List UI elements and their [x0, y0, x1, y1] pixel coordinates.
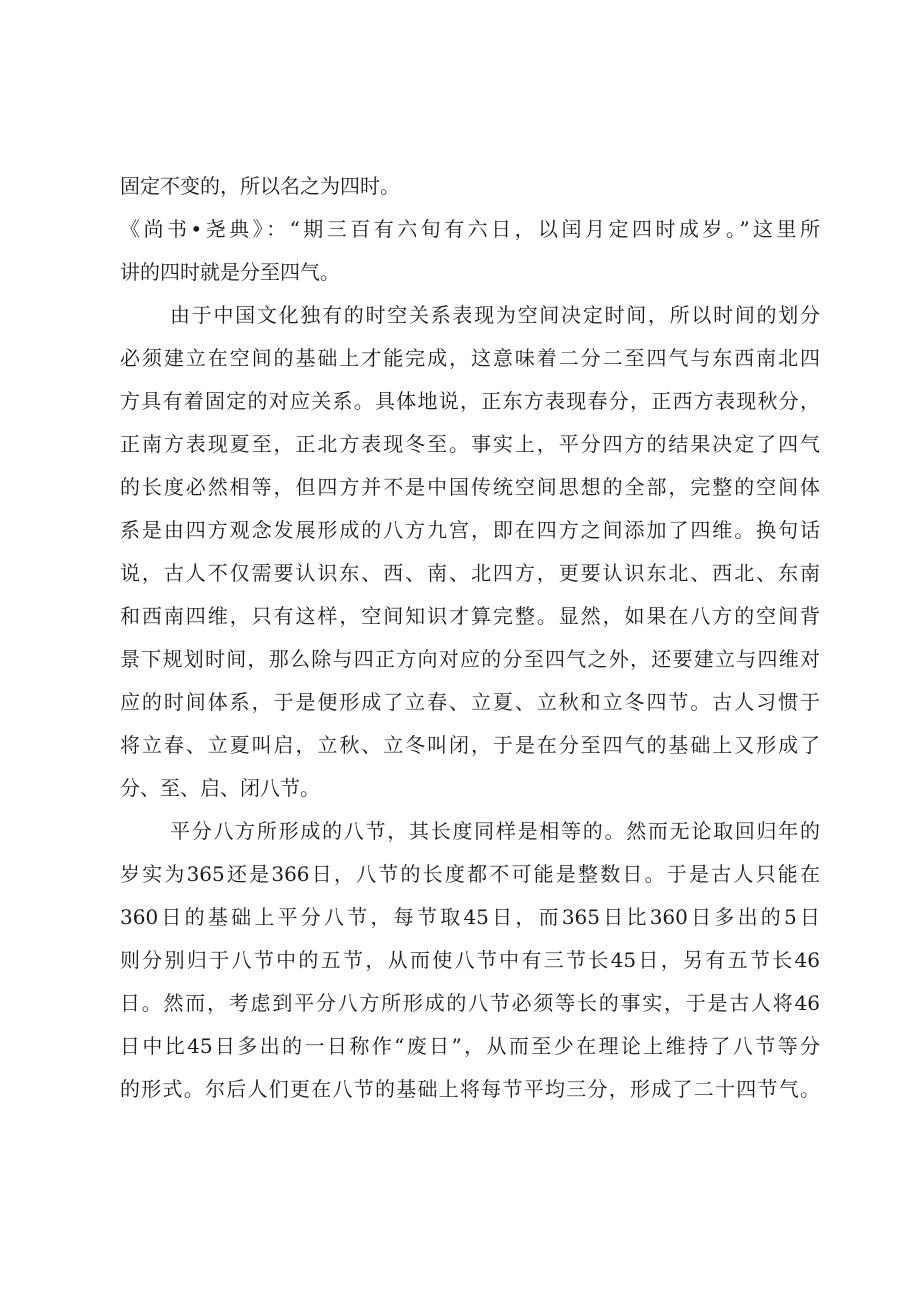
text-line: 将立春、立夏叫启，立秋、立冬叫闭，于是在分至四气的基础上又形成了 [120, 733, 820, 757]
text-line: 必须建立在空间的基础上才能完成，这意味着二分二至四气与东西南北四 [120, 346, 820, 370]
text-line: 《尚书•尧典》：“期三百有六旬有六日，以闰月定四时成岁。”这里所 [120, 217, 820, 241]
text-line: 和西南四维，只有这样，空间知识才算完整。显然，如果在八方的空间背 [120, 604, 820, 628]
text-line: 的长度必然相等，但四方并不是中国传统空间思想的全部，完整的空间体 [120, 475, 820, 499]
text-line: 日中比45日多出的一日称作“废日”，从而至少在理论上维持了八节等分 [120, 1034, 820, 1058]
text-line: 应的时间体系，于是便形成了立春、立夏、立秋和立冬四节。古人习惯于 [120, 690, 820, 714]
text-line: 的形式。尔后人们更在八节的基础上将每节平均三分，形成了二十四节气。 [120, 1077, 820, 1101]
text-line: 讲的四时就是分至四气。 [120, 260, 340, 284]
text-line: 日。然而，考虑到平分八方所形成的八节必须等长的事实，于是古人将46 [120, 991, 820, 1015]
text-line: 固定不变的，所以名之为四时。 [120, 174, 400, 198]
text-line: 360日的基础上平分八节，每节取45日，而365日比360日多出的5日 [120, 905, 820, 929]
text-line: 由于中国文化独有的时空关系表现为空间决定时间，所以时间的划分 [170, 303, 820, 327]
text-line: 方具有着固定的对应关系。具体地说，正东方表现春分，正西方表现秋分， [120, 389, 820, 413]
text-line: 岁实为365还是366日，八节的长度都不可能是整数日。于是古人只能在 [120, 862, 820, 886]
text-line: 分、至、启、闭八节。 [120, 776, 320, 800]
text-line: 系是由四方观念发展形成的八方九宫，即在四方之间添加了四维。换句话 [120, 518, 820, 542]
text-line: 则分别归于八节中的五节，从而使八节中有三节长45日，另有五节长46 [120, 948, 820, 972]
text-line: 景下规划时间，那么除与四正方向对应的分至四气之外，还要建立与四维对 [120, 647, 820, 671]
text-line: 说，古人不仅需要认识东、西、南、北四方，更要认识东北、西北、东南 [120, 561, 820, 585]
text-line: 平分八方所形成的八节，其长度同样是相等的。然而无论取回归年的 [170, 819, 820, 843]
text-line: 正南方表现夏至，正北方表现冬至。事实上，平分四方的结果决定了四气 [120, 432, 820, 456]
